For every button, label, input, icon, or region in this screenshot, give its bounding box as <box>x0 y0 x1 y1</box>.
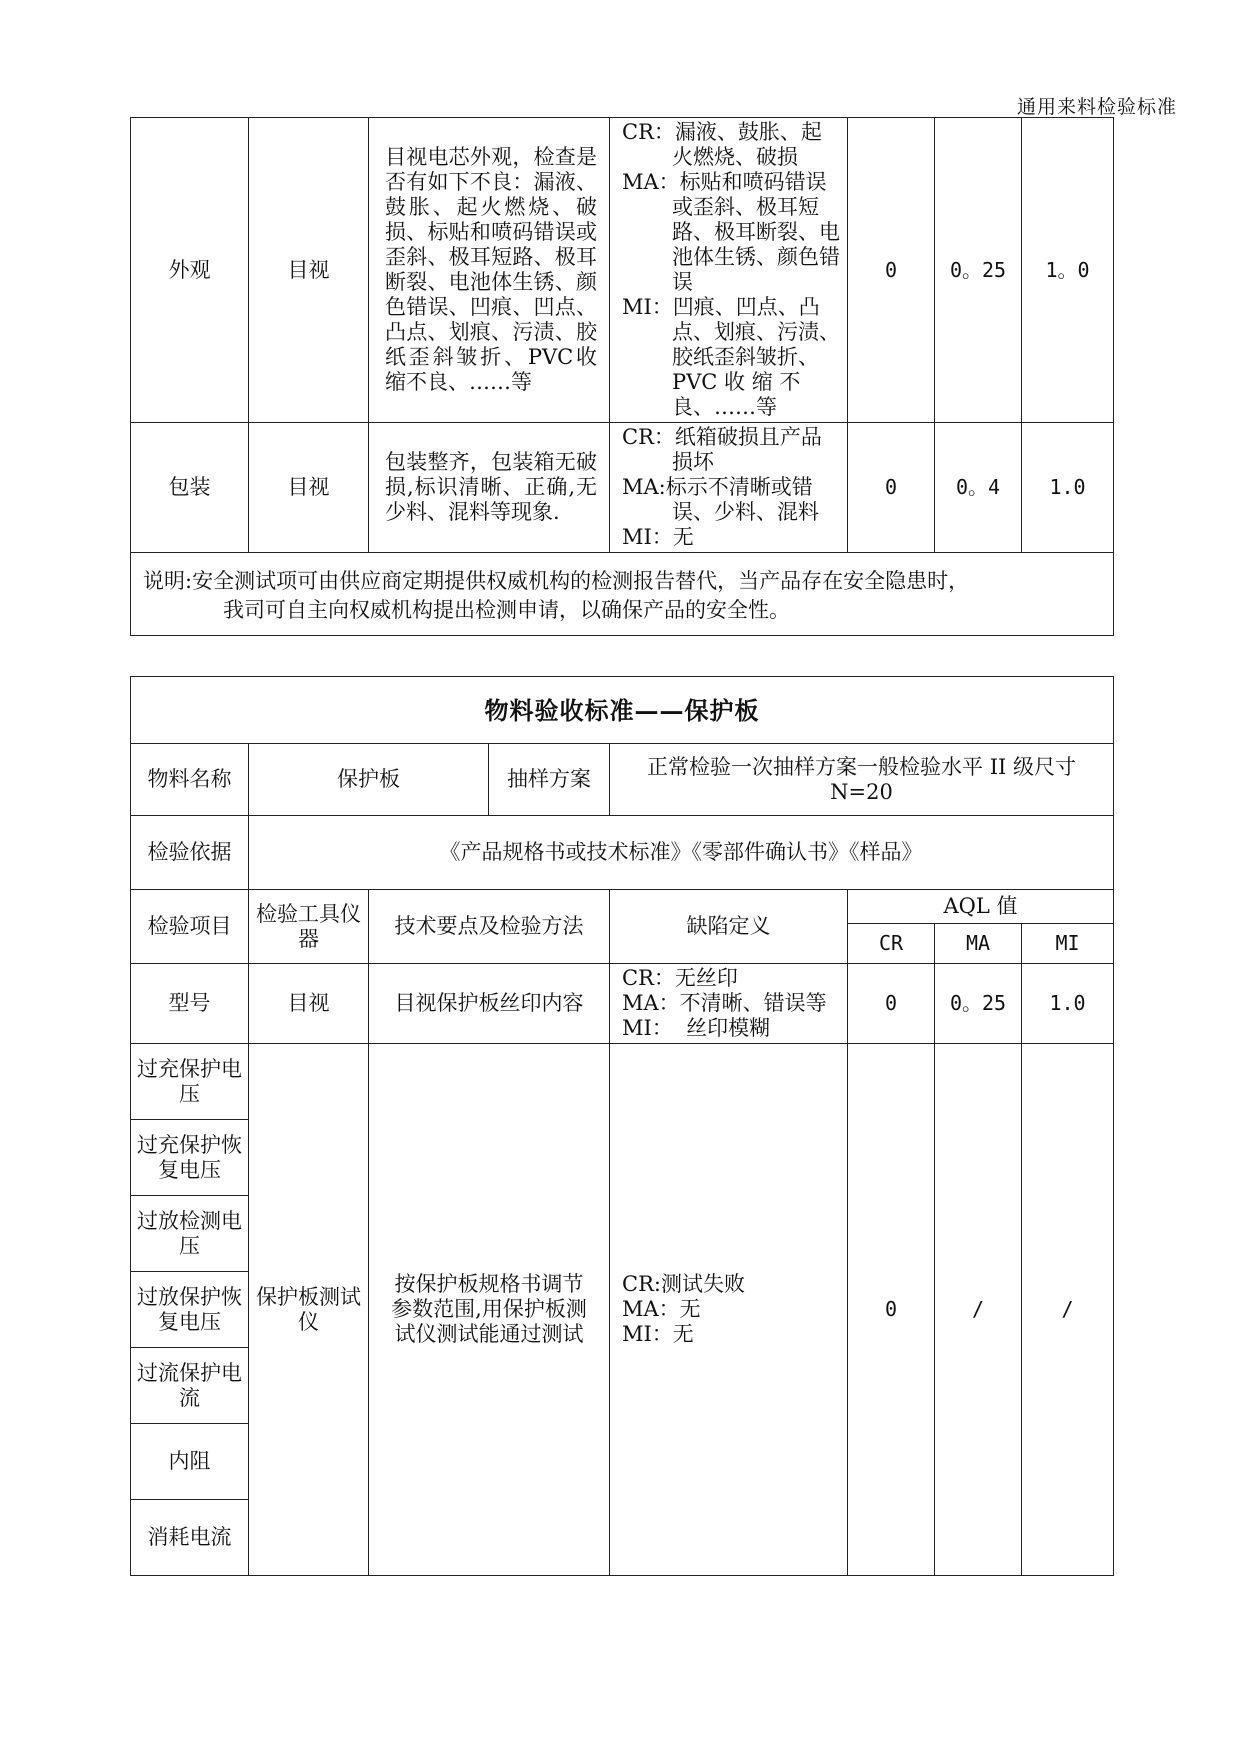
method-cell: 按保护板规格书调节参数范围,用保护板测试仪测试能通过测试 <box>369 1044 610 1576</box>
tool-cell: 目视 <box>249 118 369 423</box>
defect-line-mi: MI：凹痕、凹点、凸点、划痕、污渍、胶纸歪斜皱折、PVC 收 缩 不良、……等 <box>622 295 840 419</box>
header-item: 检验项目 <box>131 890 249 964</box>
aql-cr-cell: 0 <box>848 423 935 553</box>
aql-cr-cell: 0 <box>848 1044 935 1576</box>
aql-ma-cell: 0。25 <box>935 118 1022 423</box>
item-cell: 型号 <box>131 964 249 1044</box>
aql-mi-cell: 1。0 <box>1022 118 1114 423</box>
basis-label: 检验依据 <box>131 816 249 890</box>
basis-row <box>131 816 1114 890</box>
defect-cell <box>610 118 848 423</box>
header-defect: 缺陷定义 <box>610 890 848 964</box>
table-row <box>131 964 1114 1044</box>
defect-cell <box>610 964 848 1044</box>
test-item-cell: 消耗电流 <box>131 1500 249 1576</box>
test-item-cell: 过放保护恢复电压 <box>131 1272 249 1348</box>
header-aql: AQL 值 <box>848 890 1114 924</box>
method-cell: 包装整齐，包装箱无破损,标识清晰、正确,无少料、混料等现象. <box>369 423 610 553</box>
table-title: 物料验收标准——保护板 <box>131 677 1114 744</box>
note-row <box>131 553 1114 636</box>
test-item-cell: 过流保护电流 <box>131 1348 249 1424</box>
page-header: 通用来料检验标准 <box>1016 96 1177 118</box>
header-row <box>131 890 1114 924</box>
header-mi: MI <box>1022 924 1114 964</box>
header-ma: MA <box>935 924 1022 964</box>
material-name-label: 物料名称 <box>131 744 249 816</box>
note-cell <box>131 553 1114 636</box>
defect-line-ma: MA：标贴和喷码错误或歪斜、极耳短路、极耳断裂、电池体生锈、颜色错误 <box>622 170 840 294</box>
top-inspection-table <box>130 117 1114 636</box>
item-cell: 外观 <box>131 118 249 423</box>
table-row <box>131 423 1114 553</box>
defect-line-ma: MA：不清晰、错误等 <box>622 991 827 1015</box>
method-cell: 目视电芯外观，检查是否有如下不良：漏液、鼓胀、起火燃烧、破损、标贴和喷码错误或歪斜、极耳短路、极耳断裂、电池体生锈、颜色错误、凹痕、凹点、凸点、划痕、污渍、胶纸歪斜皱折、PVC收缩不良、……等 <box>369 118 610 423</box>
note-line-2: 我司可自主向权威机构提出检测申请，以确保产品的安全性。 <box>223 598 790 622</box>
method-cell: 目视保护板丝印内容 <box>369 964 610 1044</box>
tool-cell: 保护板测试仪 <box>249 1044 369 1576</box>
defect-line-cr: CR:测试失败 <box>622 1272 745 1296</box>
test-item-cell: 过充保护电压 <box>131 1044 249 1120</box>
aql-cr-cell: 0 <box>848 964 935 1044</box>
note-line-1: 说明:安全测试项可由供应商定期提供权威机构的检测报告替代，当产品存在安全隐患时， <box>143 569 970 593</box>
test-item-cell: 过充保护恢复电压 <box>131 1120 249 1196</box>
defect-cell <box>610 1044 848 1576</box>
defect-line-mi: MI： 丝印模糊 <box>622 1016 771 1040</box>
defect-line-ma: MA：无 <box>622 1297 701 1321</box>
aql-ma-cell: 0。25 <box>935 964 1022 1044</box>
sampling-plan: 正常检验一次抽样方案一般检验水平 II 级尺寸 N=20 <box>610 744 1114 816</box>
tool-cell: 目视 <box>249 423 369 553</box>
defect-line-mi: MI：无 <box>622 1322 694 1346</box>
item-cell: 包装 <box>131 423 249 553</box>
test-item-cell: 内阻 <box>131 1424 249 1500</box>
aql-cr-cell: 0 <box>848 118 935 423</box>
title-row <box>131 677 1114 744</box>
table-row <box>131 118 1114 423</box>
tool-cell: 目视 <box>249 964 369 1044</box>
aql-mi-cell: / <box>1022 1044 1114 1576</box>
material-row <box>131 744 1114 816</box>
defect-line-cr: CR：纸箱破损且产品损坏 <box>622 425 822 474</box>
header-tool: 检验工具仪器 <box>249 890 369 964</box>
aql-mi-cell: 1.0 <box>1022 964 1114 1044</box>
aql-ma-cell: / <box>935 1044 1022 1576</box>
header-method: 技术要点及检验方法 <box>369 890 610 964</box>
defect-line-mi: MI：无 <box>622 525 694 549</box>
basis-value: 《产品规格书或技术标准》《零部件确认书》《样品》 <box>249 816 1114 890</box>
defect-line-cr: CR：无丝印 <box>622 966 738 990</box>
defect-line-cr: CR：漏液、鼓胀、起火燃烧、破损 <box>622 120 822 169</box>
table-row <box>131 1044 1114 1120</box>
defect-cell <box>610 423 848 553</box>
aql-ma-cell: 0。4 <box>935 423 1022 553</box>
test-item-cell: 过放检测电压 <box>131 1196 249 1272</box>
defect-line-ma: MA:标示不清晰或错误、少料、混料 <box>622 475 819 524</box>
sampling-label: 抽样方案 <box>489 744 610 816</box>
aql-mi-cell: 1.0 <box>1022 423 1114 553</box>
protection-board-table <box>130 676 1114 1576</box>
header-cr: CR <box>848 924 935 964</box>
material-name: 保护板 <box>249 744 489 816</box>
